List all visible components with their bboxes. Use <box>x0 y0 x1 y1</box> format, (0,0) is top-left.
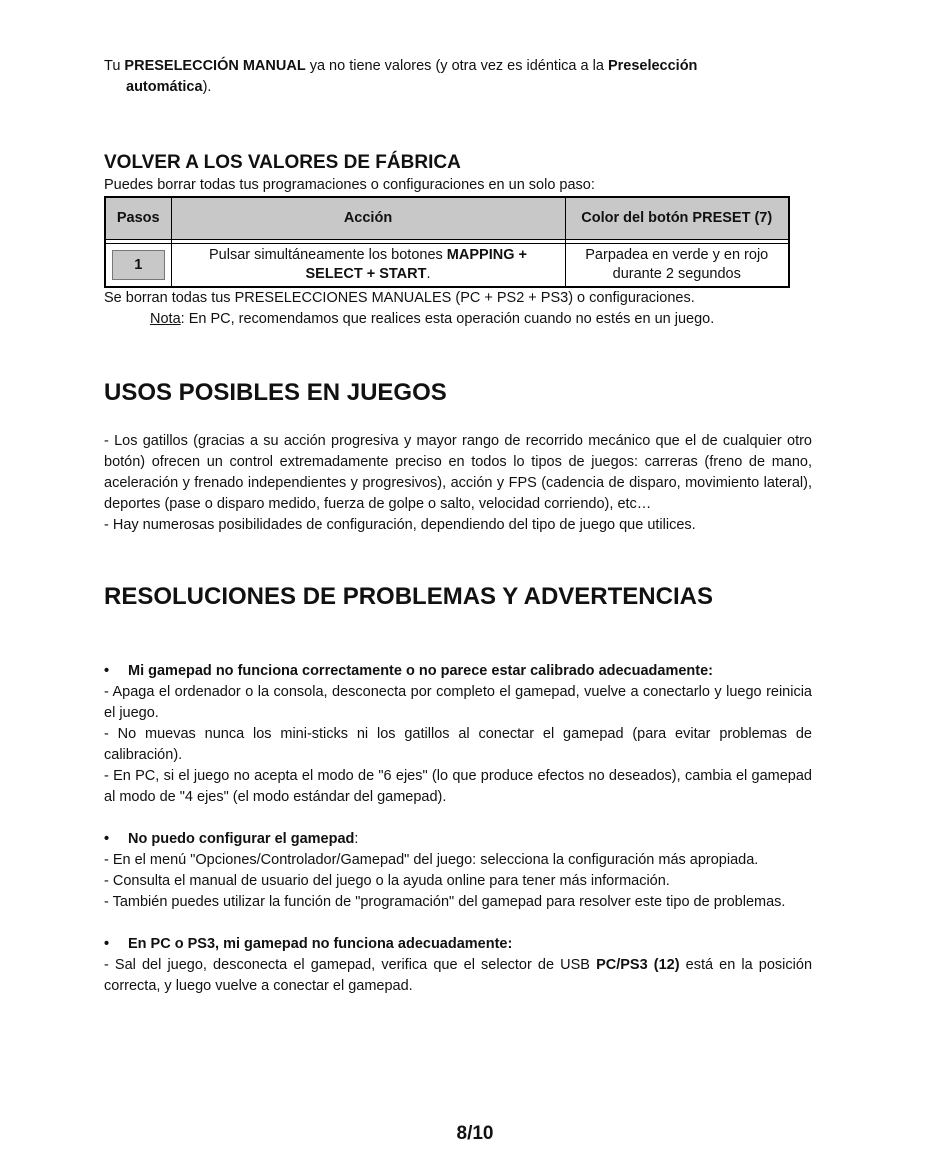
bullet-1-line-2: - No muevas nunca los mini-sticks ni los gatillos al conectar el gamepad (para evitar problemas de calibración). <box>104 726 812 763</box>
step-number: 1 <box>112 250 165 280</box>
bullet-3-line-1 <box>104 955 812 997</box>
factory-steps-table <box>104 196 790 288</box>
action-text: Pulsar simultáneamente los botones <box>209 246 447 263</box>
bullet-3-text-pre: - Sal del juego, desconecta el gamepad, verifica que el selector de USB <box>104 957 597 973</box>
intro-paragraph <box>104 56 812 98</box>
action-bold-1: MAPPING + <box>446 246 527 263</box>
bullet-2-line-2: - Consulta el manual de usuario del juego o la ayuda online para tener más información. <box>104 873 670 889</box>
intro-bold-2: Preselección <box>607 58 698 74</box>
table-header-row <box>105 197 789 239</box>
step-cell <box>105 243 171 287</box>
action-bold-2: SELECT + START <box>305 265 427 282</box>
bullet-icon: • <box>104 663 110 679</box>
bullet-icon: • <box>104 936 110 952</box>
bullet-3-text-post: está en la posición correcta, y luego vuelve a conectar el gamepad. <box>104 957 813 994</box>
uses-paragraph-1: - Los gatillos (gracias a su acción progresiva y mayor rango de recorrido mecánico que el de cualquier otro botón) ofrecen un control extremadamente preciso en todos lo tipos de juegos: carreras (freno de mano, aceleración y frenado independientes y progresivos), acción y FPS (cadencia de disparo, movimiento lateral), deportes (pase o disparo medido, fuerza de golpe o salto, velocidad corriendo), etc… <box>104 433 812 512</box>
note-label: Nota <box>150 311 181 327</box>
header-color: Color del botón PRESET (7) <box>565 197 789 239</box>
bullet-1-heading <box>104 661 812 682</box>
uses-paragraph-2: - Hay numerosas posibilidades de configuración, dependiendo del tipo de juego que utilices. <box>104 517 696 533</box>
bullet-icon: • <box>104 831 110 847</box>
intro-text-1: Tu <box>104 58 125 74</box>
bullet-2-colon: : <box>354 831 359 847</box>
color-cell: Parpadea en verde y en rojo durante 2 segundos <box>565 243 789 287</box>
factory-heading: VOLVER A LOS VALORES DE FÁBRICA <box>104 152 461 173</box>
bullet-3-text: En PC o PS3, mi gamepad no funciona adecuadamente: <box>128 936 513 952</box>
intro-text-2: ya no tiene valores (y otra vez es idéntica a la <box>305 58 608 74</box>
intro-text-3: ). <box>202 79 212 95</box>
bullet-2-text: No puedo configurar el gamepad <box>128 831 355 847</box>
header-accion: Acción <box>171 197 565 239</box>
bullet-2-heading <box>104 829 812 850</box>
bullet-3-bold: PC/PS3 (12) <box>596 957 680 973</box>
note-text: : En PC, recomendamos que realices esta operación cuando no estés en un juego. <box>180 311 715 327</box>
bullet-1-line-1: - Apaga el ordenador o la consola, desconecta por completo el gamepad, vuelve a conectarlo y luego reinicia el juego. <box>104 684 812 721</box>
troubleshooting-heading: RESOLUCIONES DE PROBLEMAS Y ADVERTENCIAS <box>104 583 713 610</box>
action-period: . <box>426 265 431 282</box>
header-pasos: Pasos <box>105 197 171 239</box>
bullet-1-text: Mi gamepad no funciona correctamente o no parece estar calibrado adecuadamente: <box>128 663 713 679</box>
bullet-2-line-3: - También puedes utilizar la función de "programación" del gamepad para resolver este tipo de problemas. <box>104 894 786 910</box>
table-row <box>105 243 789 287</box>
factory-description: Puedes borrar todas tus programaciones o configuraciones en un solo paso: <box>104 177 595 193</box>
uses-heading: USOS POSIBLES EN JUEGOS <box>104 379 447 406</box>
bullet-3-heading <box>104 934 812 955</box>
intro-bold-3: automática <box>126 79 203 95</box>
factory-note <box>104 309 812 330</box>
intro-bold-1: PRESELECCIÓN MANUAL <box>124 58 306 74</box>
bullet-2-line-1: - En el menú "Opciones/Controlador/Gamepad" del juego: selecciona la configuración más apropiada. <box>104 852 759 868</box>
bullet-1-line-3: - En PC, si el juego no acepta el modo de "6 ejes" (lo que produce efectos no deseados), cambia el gamepad al modo de "4 ejes" (el modo estándar del gamepad). <box>104 768 812 805</box>
action-cell <box>171 243 565 287</box>
page-number: 8/10 <box>456 1123 494 1144</box>
factory-after-text: Se borran todas tus PRESELECCIONES MANUALES (PC + PS2 + PS3) o configuraciones. <box>104 290 695 306</box>
document-page <box>104 56 812 997</box>
